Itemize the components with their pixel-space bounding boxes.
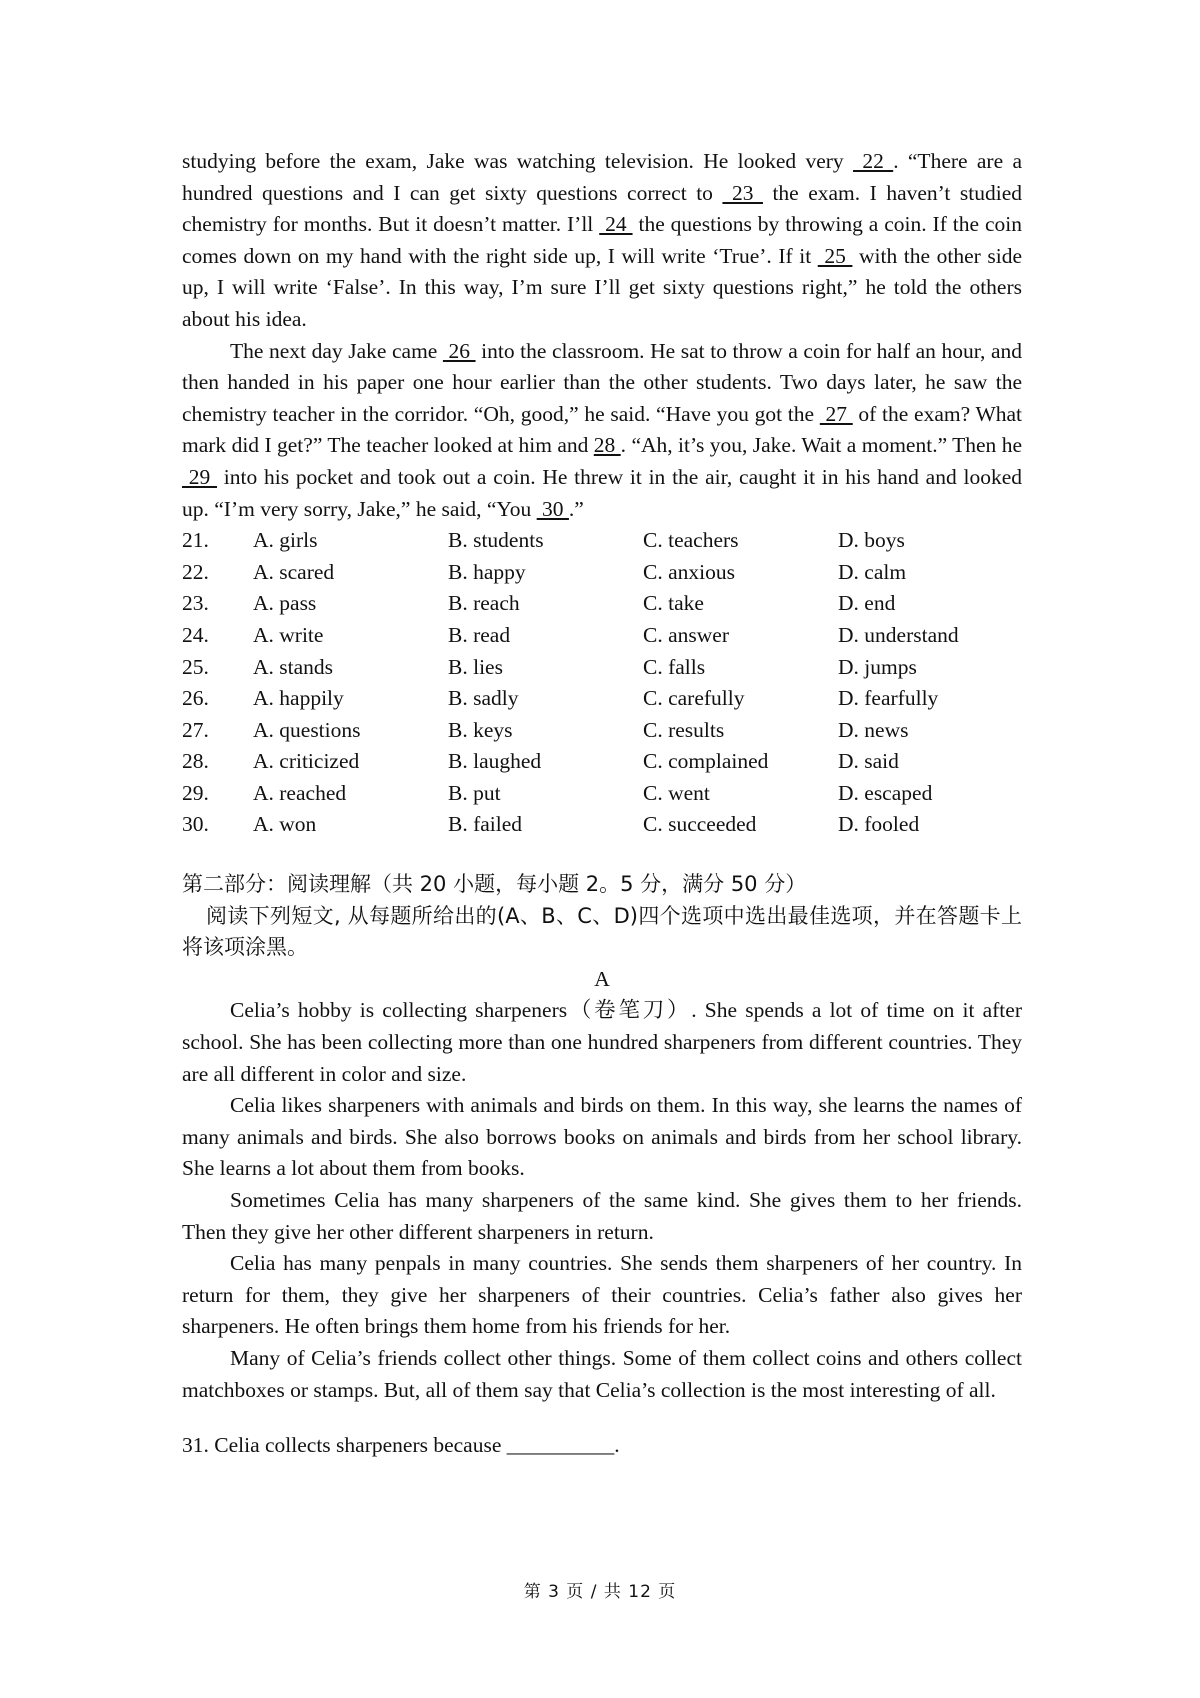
- blank-30: 30: [536, 496, 569, 521]
- option-d: D. said: [838, 749, 899, 774]
- option-c: C. answer: [643, 622, 729, 647]
- option-c: C. teachers: [643, 528, 739, 553]
- text-run: .”: [568, 496, 584, 521]
- option-a: A. write: [253, 622, 324, 647]
- option-row: [182, 525, 1022, 557]
- question-number: 26.: [182, 686, 209, 711]
- option-b: B. reach: [448, 591, 520, 616]
- reading-paragraph: Celia likes sharpeners with animals and birds on them. In this way, she learns the names of many animals and birds. She also borrows books on animals and birds from her school library. She learns a lot about them from books.: [182, 1093, 1022, 1181]
- option-row: [182, 588, 1022, 620]
- option-a: A. criticized: [253, 749, 360, 774]
- option-row: [182, 809, 1022, 841]
- option-row: [182, 683, 1022, 715]
- text-run: . “There are a hundred questions and I can get sixty questions correct to: [182, 149, 1023, 205]
- blank-25: 25: [817, 243, 853, 268]
- option-a: A. girls: [253, 528, 318, 553]
- option-d: D. news: [838, 717, 909, 742]
- option-d: D. understand: [838, 622, 959, 647]
- option-b: B. put: [448, 780, 501, 805]
- option-d: D. calm: [838, 559, 907, 584]
- exam-page: [182, 146, 1022, 1462]
- option-b: B. students: [448, 528, 544, 553]
- option-d: D. escaped: [838, 780, 933, 805]
- question-number: 28.: [182, 749, 209, 774]
- option-a: A. scared: [253, 559, 335, 584]
- option-c: C. went: [643, 780, 710, 805]
- text-run: the questions by throwing a coin. If the coin comes down on my hand with the right side up, I will write ‘True’. If it: [182, 212, 1022, 268]
- question-number: 21.: [182, 528, 209, 553]
- blank-28: 28: [593, 433, 621, 458]
- text-run: studying before the exam, Jake was watching television. He looked very: [182, 149, 854, 173]
- blank-29: 29: [182, 464, 218, 489]
- question-number: 23.: [182, 591, 209, 616]
- question-number: 24.: [182, 622, 209, 647]
- option-c: C. take: [643, 591, 704, 616]
- option-a: A. reached: [253, 780, 347, 805]
- cloze-paragraph-2: [182, 336, 1022, 526]
- option-a: A. won: [253, 812, 317, 837]
- option-c: C. complained: [643, 749, 769, 774]
- option-row: [182, 620, 1022, 652]
- reading-paragraph: Many of Celia’s friends collect other things. Some of them collect coins and others collect matchboxes or stamps. But, all of them say that Celia’s collection is the most interesting of all.: [182, 1345, 1022, 1402]
- option-b: B. happy: [448, 559, 526, 584]
- text-run: the exam. I haven’t studied chemistry for months. But it doesn’t matter. I’ll: [182, 180, 1023, 237]
- question-number: 27.: [182, 717, 209, 742]
- question-number: 30.: [182, 812, 209, 837]
- blank-23: 23: [722, 180, 763, 205]
- option-row: [182, 557, 1022, 589]
- text-run: into his pocket and took out a coin. He threw it in the air, caught it in his hand and looked up. “I’m very sorry, Jake,” he said, “You: [182, 464, 1022, 521]
- option-c: C. results: [643, 717, 725, 742]
- page-footer: 第 3 页 / 共 12 页: [523, 1582, 677, 1602]
- option-row: [182, 715, 1022, 747]
- option-a: A. pass: [253, 591, 317, 616]
- passage-label: A: [594, 966, 610, 991]
- blank-27: 27: [819, 401, 853, 426]
- blank-26: 26: [442, 338, 476, 363]
- text-run: with the other side up, I will write ‘False’. In this way, I’m sure I’ll get sixty questions right,” he told the others about his idea.: [182, 243, 1022, 331]
- question-number: 29.: [182, 780, 209, 805]
- text-run: . “Ah, it’s you, Jake. Wait a moment.” Then he: [620, 433, 1022, 458]
- answer-options-table: [182, 525, 1022, 841]
- option-c: C. carefully: [643, 686, 745, 711]
- option-a: A. stands: [253, 654, 334, 679]
- option-c: C. falls: [643, 654, 706, 679]
- section-title: 第二部分：阅读理解（共 20 小题，每小题 2。5 分，满分 50 分）: [182, 872, 807, 897]
- option-d: D. boys: [838, 528, 905, 553]
- option-b: B. failed: [448, 812, 523, 837]
- question-31: 31. Celia collects sharpeners because __________.: [182, 1433, 620, 1458]
- text-run: into the classroom. He sat to throw a coin for half an hour, and then handed in his paper one hour earlier than the other students. Two days later, he saw the chemistry teacher in the corridor. “Oh, good,” he said. “Have you got the: [182, 338, 1022, 426]
- option-a: A. questions: [253, 717, 361, 742]
- option-b: B. lies: [448, 654, 503, 679]
- option-d: D. jumps: [838, 654, 917, 679]
- option-a: A. happily: [253, 686, 344, 711]
- reading-paragraph: Celia has many penpals in many countries. She sends them sharpeners of her country. In return for them, they give her sharpeners of their countries. Celia’s father also gives her sharpeners. He often brings them home from his friends for her.: [182, 1251, 1022, 1339]
- option-d: D. fearfully: [838, 686, 939, 711]
- reading-paragraph: Celia’s hobby is collecting sharpeners（卷笔刀）. She spends a lot of time on it after school. She has been collecting more than one hundred sharpeners from different countries. They are all different in color and size.: [182, 998, 1022, 1086]
- question-number: 22.: [182, 559, 209, 584]
- option-d: D. fooled: [838, 812, 920, 837]
- option-c: C. succeeded: [643, 812, 757, 837]
- text-run: The next day Jake came: [230, 338, 443, 363]
- blank-22: 22: [853, 149, 894, 173]
- question-number: 25.: [182, 654, 209, 679]
- option-b: B. read: [448, 622, 511, 647]
- option-d: D. end: [838, 591, 896, 616]
- option-b: B. keys: [448, 717, 513, 742]
- option-row: [182, 652, 1022, 684]
- cloze-paragraph-1: [182, 146, 1022, 336]
- option-c: C. anxious: [643, 559, 735, 584]
- option-b: B. laughed: [448, 749, 542, 774]
- option-row: [182, 778, 1022, 810]
- option-b: B. sadly: [448, 686, 519, 711]
- section-instructions: 阅读下列短文, 从每题所给出的(A、B、C、D)四个选项中选出最佳选项，并在答题卡上将该项涂黑。: [182, 903, 1022, 960]
- text-run: of the exam? What mark did I get?” The teacher looked at him and: [182, 401, 1023, 458]
- reading-paragraph: Sometimes Celia has many sharpeners of the same kind. She gives them to her friends. Then they give her other different sharpeners in return.: [182, 1188, 1022, 1244]
- blank-24: 24: [599, 212, 633, 237]
- option-row: [182, 746, 1022, 778]
